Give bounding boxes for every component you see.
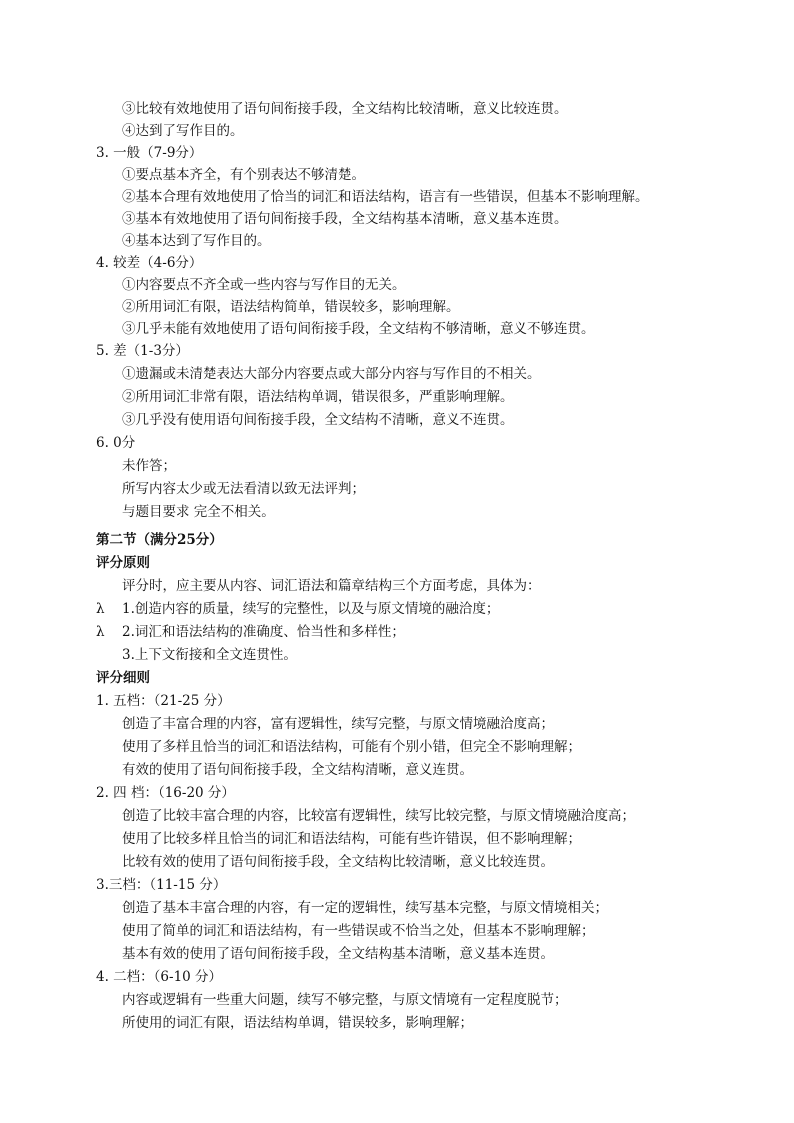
criterion-line: 基本有效的使用了语句间衔接手段，全文结构基本清晰，意义基本连贯。: [122, 946, 554, 962]
section-title: 第二节（满分25分）: [96, 532, 223, 548]
criterion-line: ③基本有效地使用了语句间衔接手段，全文结构基本清晰，意义基本连贯。: [122, 211, 568, 227]
criterion-line: ④基本达到了写作目的。: [122, 233, 271, 249]
level-heading: 1. 五档：（21-25 分）: [96, 693, 231, 709]
criterion-line: ①内容要点不齐全或一些内容与写作目的无关。: [122, 277, 406, 293]
intro-line: 评分时，应主要从内容、词汇语法和篇章结构三个方面考虑，具体为：: [122, 578, 541, 594]
criterion-line: ①要点基本齐全，有个别表达不够清楚。: [122, 167, 365, 183]
criterion-line: 有效的使用了语句间衔接手段，全文结构清晰，意义连贯。: [122, 762, 473, 778]
level-heading: 3. 一般（7-9分）: [96, 145, 203, 161]
bullet-text: 2.词汇和语法结构的准确度、恰当性和多样性；: [122, 624, 405, 640]
criterion-line: ④达到了写作目的。: [122, 123, 244, 139]
subsection-title: 评分细则: [96, 670, 150, 686]
level-heading: 5. 差（1-3分）: [96, 343, 189, 359]
level-heading: 6. 0分: [96, 435, 136, 451]
criterion-line: 内容或逻辑有一些重大问题，续写不够完整，与原文情境有一定程度脱节；: [122, 992, 568, 1008]
subsection-title: 评分原则: [96, 555, 150, 571]
bullet-icon: λ: [96, 601, 105, 617]
criterion-line: 与题目要求 完全不相关。: [122, 504, 275, 520]
criterion-line: 使用了简单的词汇和语法结构，有一些错误或不恰当之处，但基本不影响理解；: [122, 923, 595, 939]
criterion-line: 未作答；: [122, 458, 176, 474]
criterion-line: ③比较有效地使用了语句间衔接手段，全文结构比较清晰，意义比较连贯。: [122, 101, 568, 117]
bullet-text: 3.上下文衔接和全文连贯性。: [122, 647, 297, 663]
criterion-line: ③几乎未能有效地使用了语句间衔接手段，全文结构不够清晰，意义不够连贯。: [122, 321, 595, 337]
level-heading: 3.三档：（11-15 分）: [96, 877, 227, 893]
criterion-line: 比较有效的使用了语句间衔接手段，全文结构比较清晰，意义比较连贯。: [122, 854, 554, 870]
criterion-line: 创造了比较丰富合理的内容，比较富有逻辑性，续写比较完整，与原文情境融洽度高；: [122, 808, 635, 824]
criterion-line: ③几乎没有使用语句间衔接手段，全文结构不清晰，意义不连贯。: [122, 412, 514, 428]
criterion-line: ②所用词汇有限，语法结构简单，错误较多，影响理解。: [122, 299, 460, 315]
bullet-icon: λ: [96, 624, 105, 640]
criterion-line: 所写内容太少或无法看清以致无法评判；: [122, 481, 365, 497]
level-heading: 2. 四 档：（16-20 分）: [96, 785, 235, 801]
criterion-line: 使用了比较多样且恰当的词汇和语法结构，可能有些许错误，但不影响理解；: [122, 831, 581, 847]
criterion-line: ②基本合理有效地使用了恰当的词汇和语法结构，语言有一些错误，但基本不影响理解。: [122, 189, 649, 205]
criterion-line: ①遗漏或未清楚表达大部分内容要点或大部分内容与写作目的不相关。: [122, 366, 541, 382]
criterion-line: 使用了多样且恰当的词汇和语法结构，可能有个别小错，但完全不影响理解；: [122, 739, 581, 755]
level-heading: 4. 二档：（6-10 分）: [96, 969, 223, 985]
criterion-line: ②所用词汇非常有限，语法结构单调，错误很多，严重影响理解。: [122, 389, 514, 405]
criterion-line: 创造了丰富合理的内容，富有逻辑性，续写完整，与原文情境融洽度高；: [122, 716, 554, 732]
criterion-line: 所使用的词汇有限，语法结构单调，错误较多，影响理解；: [122, 1015, 473, 1031]
criterion-line: 创造了基本丰富合理的内容，有一定的逻辑性，续写基本完整，与原文情境相关；: [122, 900, 608, 916]
level-heading: 4. 较差（4-6分）: [96, 255, 203, 271]
bullet-text: 1.创造内容的质量，续写的完整性，以及与原文情境的融洽度；: [122, 601, 500, 617]
